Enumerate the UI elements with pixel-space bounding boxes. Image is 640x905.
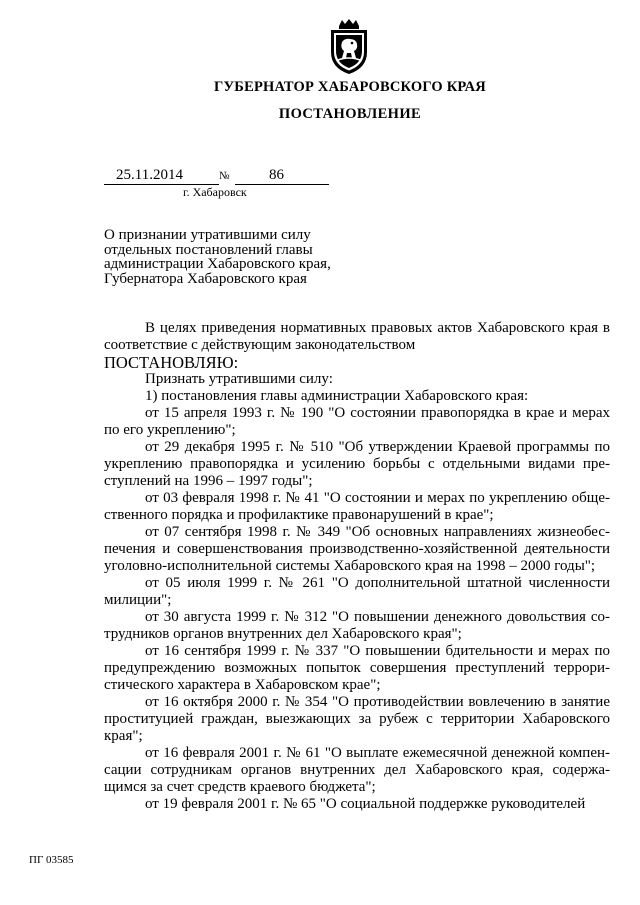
document-subject bbox=[104, 228, 339, 286]
authority-title: ГУБЕРНАТОР ХАБАРОВСКОГО КРАЯ bbox=[214, 79, 486, 95]
item-heading: 1) постановления главы администрации Хабаровского края: bbox=[145, 388, 529, 404]
number-underline bbox=[235, 184, 329, 185]
date-number-line bbox=[104, 167, 329, 185]
decree-entry: от 16 сентября 1999 г. № 337 "О повышении бдительности и мерах по предупреждению возможных попыток совершения преступлений террористического характера в Хабаровском крае"; bbox=[104, 643, 610, 693]
decree-entry: от 15 апреля 1993 г. № 190 "О состоянии правопорядка в крае и мерах по его укреплению"; bbox=[104, 405, 610, 438]
decree-entry: от 16 февраля 2001 г. № 61 "О выплате ежемесячной денежной компенсации сотрудникам органов внутренних дел Хабаровского края, содержащимся за счет средств краевого бюджета"; bbox=[104, 745, 610, 795]
decree-entry: от 19 февраля 2001 г. № 65 "О социальной поддержке руководителей bbox=[145, 796, 586, 812]
decree-entry: от 05 июля 1999 г. № 261 "О дополнительной штатной численности милиции"; bbox=[104, 575, 610, 608]
document-date: 25.11.2014 bbox=[116, 167, 183, 183]
subject-line: администрации Хабаровского края, bbox=[104, 256, 331, 272]
subject-line: отдельных постановлений главы bbox=[104, 241, 313, 258]
number-sign: № bbox=[219, 170, 230, 182]
document-type: ПОСТАНОВЛЕНИЕ bbox=[278, 106, 422, 122]
document-number: 86 bbox=[269, 167, 284, 183]
city-label: г. Хабаровск bbox=[183, 185, 247, 199]
subject-line: Губернатора Хабаровского края bbox=[104, 270, 307, 287]
document-body bbox=[104, 320, 610, 813]
coat-of-arms-icon bbox=[323, 18, 375, 76]
decree-entry: от 30 августа 1999 г. № 312 "О повышении денежного довольствия сотрудников органов внутренних дел Хабаровского края"; bbox=[104, 609, 610, 642]
document-code: ПГ 03585 bbox=[29, 854, 74, 866]
declare-paragraph: Признать утратившими силу: bbox=[145, 371, 333, 387]
decree-word: ПОСТАНОВЛЯЮ: bbox=[104, 353, 239, 372]
preamble-paragraph: В целях приведения нормативных правовых актов Хабаровского края в соответствие с действующим законодательством bbox=[104, 320, 610, 353]
decree-entry: от 07 сентября 1998 г. № 349 "Об основных направлениях жизнеобеспечения и совершенствования производственно-хозяйственной деятельности уголовно-исполнительной системы Хабаровского края на 1998 – 2000 годы"; bbox=[104, 524, 610, 574]
subject-line: О признании утратившими силу bbox=[104, 227, 311, 243]
decree-entry: от 03 февраля 1998 г. № 41 "О состоянии и мерах по укреплению общественного порядка и профилактике правонарушений в крае"; bbox=[104, 490, 610, 523]
decree-entry: от 16 октября 2000 г. № 354 "О противодействии вовлечению в занятие проституцией граждан, выезжающих за рубеж с территории Хабаровского края"; bbox=[104, 694, 610, 744]
decree-entry: от 29 декабря 1995 г. № 510 "Об утверждении Краевой программы по укреплению правопорядка и усилению борьбы с отдельными видами преступлений на 1996 – 1997 годы"; bbox=[104, 439, 610, 489]
